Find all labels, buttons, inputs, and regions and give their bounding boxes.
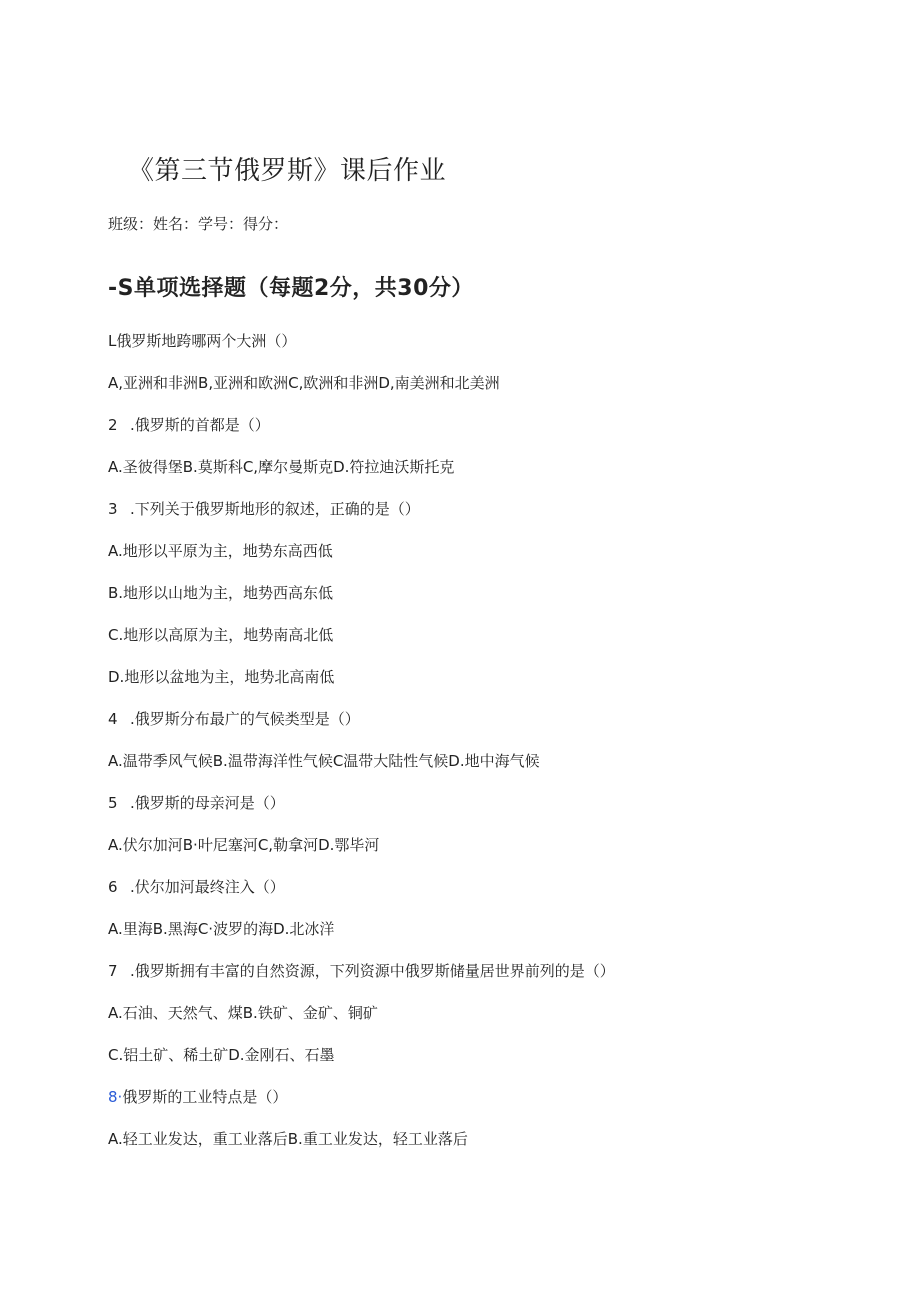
question-8-options-ab: A.轻工业发达，重工业落后B.重工业发达，轻工业落后: [108, 1130, 468, 1148]
question-5-options: A.伏尔加河B·叶尼塞河C,勒拿河D.鄂毕河: [108, 836, 380, 854]
question-text: .下列关于俄罗斯地形的叙述，正确的是（）: [130, 500, 420, 518]
question-4: [108, 708, 360, 729]
question-text: .俄罗斯拥有丰富的自然资源，下列资源中俄罗斯储量居世界前列的是（）: [130, 962, 615, 980]
question-7: [108, 960, 615, 981]
question-3-option-c: C.地形以高原为主，地势南高北低: [108, 626, 334, 644]
question-3: [108, 498, 420, 519]
question-number: 5: [108, 794, 118, 812]
section-heading: -S单项选择题（每题2分，共30分）: [108, 276, 474, 301]
question-7-options-cd: C.铝土矿、稀土矿D.金刚石、石墨: [108, 1046, 335, 1064]
question-1-options: A,亚洲和非洲B,亚洲和欧洲C,欧洲和非洲D,南美洲和北美洲: [108, 374, 500, 392]
question-4-options: A.温带季风气候B.温带海洋性气候C温带大陆性气候D.地中海气候: [108, 752, 540, 770]
question-number: 4: [108, 710, 118, 728]
question-text: .伏尔加河最终注入（）: [130, 878, 285, 896]
question-2-options: A.圣彼得堡B.莫斯科C,摩尔曼斯克D.符拉迪沃斯托克: [108, 458, 455, 476]
question-1: L俄罗斯地跨哪两个大洲（）: [108, 332, 297, 350]
question-number: 8·: [108, 1088, 123, 1106]
student-info-line: 班级：姓名：学号：得分：: [108, 215, 289, 233]
question-text: 俄罗斯的工业特点是（）: [122, 1088, 288, 1106]
question-5: [108, 792, 285, 813]
question-number: 6: [108, 878, 118, 896]
doc-title: 《第三节俄罗斯》课后作业: [128, 156, 447, 186]
question-text: .俄罗斯的母亲河是（）: [130, 794, 285, 812]
question-number: 3: [108, 500, 118, 518]
question-7-options-ab: A.石油、天然气、煤B.铁矿、金矿、铜矿: [108, 1004, 378, 1022]
question-3-option-b: B.地形以山地为主，地势西高东低: [108, 584, 334, 602]
question-text: .俄罗斯分布最广的气候类型是（）: [130, 710, 360, 728]
question-number: 7: [108, 962, 118, 980]
question-3-option-a: A.地形以平原为主，地势东高西低: [108, 542, 333, 560]
question-2: [108, 414, 270, 435]
question-number: 2: [108, 416, 118, 434]
question-8: [108, 1086, 287, 1107]
question-text: .俄罗斯的首都是（）: [130, 416, 270, 434]
question-6-options: A.里海B.黑海C·波罗的海D.北冰洋: [108, 920, 335, 938]
question-6: [108, 876, 285, 897]
question-3-option-d: D.地形以盆地为主，地势北高南低: [108, 668, 335, 686]
